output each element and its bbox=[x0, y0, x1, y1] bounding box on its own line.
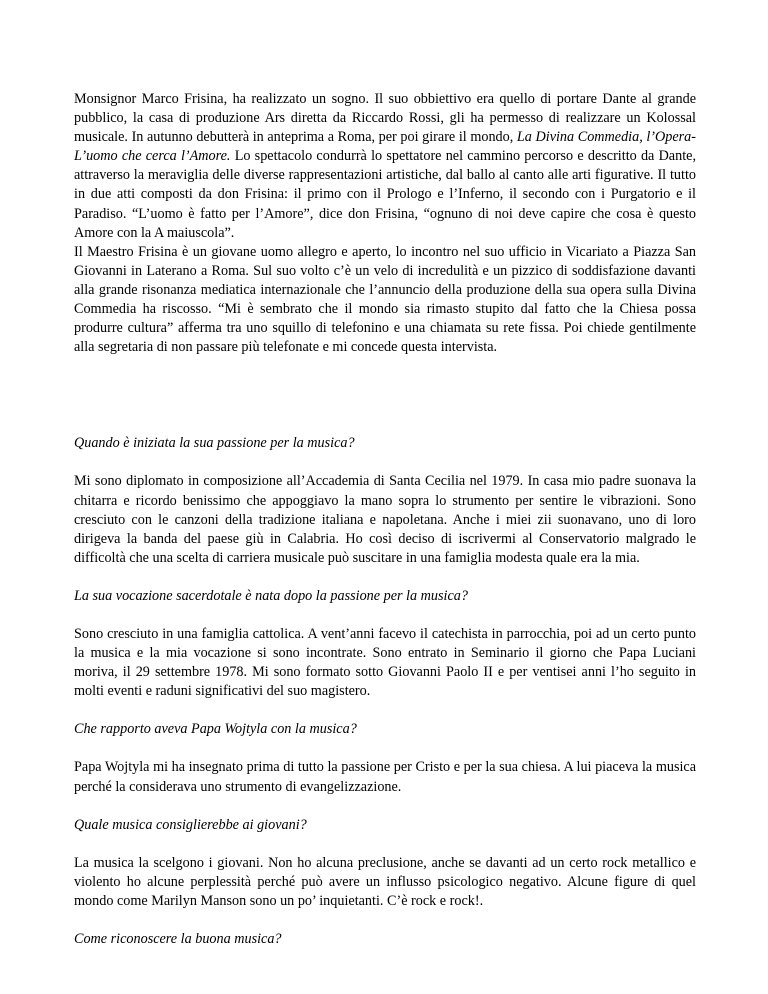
interview-question: Come riconoscere la buona musica? bbox=[74, 931, 282, 947]
interview-answer: Sono cresciuto in una famiglia cattolica. A vent’anni facevo il catechista in parrocchia, poi ad un certo punto la musica e la mia vocazione si sono incontrate. Sono entrato in Seminario il giorno che Papa Luciani moriva, il 29 settembre 1978. Mi sono formato sotto Giovanni Paolo II e per ventisei anni l’ho seguito in molti eventi e raduni significativi del suo magistero. bbox=[74, 625, 696, 700]
intro-paragraph-2: Il Maestro Frisina è un giovane uomo allegro e aperto, lo incontro nel suo ufficio in Vicariato a Piazza San Giovanni in Laterano a Roma. Sul suo volto c’è un velo di incredulità e un pizzico di soddisfazione davanti alla grande risonanza mediatica internazionale che l’annuncio della produzione della sua opera sulla Divina Commedia ha riscosso. “Mi è sembrato che il mondo sia rimasto stupito dal fatto che la Chiesa possa produrre cultura” afferma tra uno squillo di telefonino e una chiamata su rete fissa. Poi chiede gentilmente alla segretaria di non passare più telefonate e mi concede questa intervista. bbox=[74, 243, 696, 356]
section-spacer bbox=[74, 357, 696, 434]
interview-question: Quando è iniziata la sua passione per la musica? bbox=[74, 435, 355, 452]
opera-title: La Divina Commedia, l’Opera- L’uomo che cerca l’Amore. bbox=[74, 129, 697, 165]
interview-question: Quale musica consiglierebbe ai giovani? bbox=[74, 816, 307, 833]
intro-text-after-title: Lo spettacolo condurrà lo spettatore nel cammino percorso e descritto da Dante, attraverso la meraviglia delle diverse rappresentazioni artistiche, dal ballo al canto alle arti figurative. Il tutto in due atti composti da don Frisina: il primo con il Prologo e l’Inferno, il secondo con i Purgatorio e il Paradiso. “L’uomo è fatto per l’Amore”, dice don Frisina, “ognuno di noi deve capire che cosa è questo Amore con la A maiuscola”. bbox=[74, 148, 696, 241]
interview-answer: La musica la scelgono i giovani. Non ho alcuna preclusione, anche se davanti ad un certo rock metallico e violento ho alcune perplessità perché può avere un influsso psicologico negativo. Alcune figure di quel mondo come Marilyn Manson sono un po’ inquietanti. C’è rock e rock!. bbox=[74, 854, 696, 909]
interview-answer: Papa Wojtyla mi ha insegnato prima di tutto la passione per Cristo e per la sua chiesa. A lui piaceva la musica perché la considerava uno strumento di evangelizzazione. bbox=[74, 759, 696, 795]
intro-text-before-title: Monsignor Marco Frisina, ha realizzato un sogno. Il suo obbiettivo era quello di portare Dante al grande pubblico, la casa di produzione Ars diretta da Riccardo Rossi, gli ha permesso di realizzare un Kolossal musicale. In autunno debutterà in anteprima a Roma, per poi girare il mondo, bbox=[74, 91, 696, 146]
intro-paragraph-1 bbox=[74, 90, 696, 243]
interview-question: La sua vocazione sacerdotale è nata dopo la passione per la musica? bbox=[74, 587, 468, 604]
interview-question: Che rapporto aveva Papa Wojtyla con la musica? bbox=[74, 721, 357, 738]
interview-answer: Mi sono diplomato in composizione all’Accademia di Santa Cecilia nel 1979. In casa mio padre suonava la chitarra e ricordo benissimo che appoggiavo la mano sopra lo strumento per sentire le vibrazioni. Sono cresciuto con le canzoni della tradizione italiana e napoletana. Anche i miei zii suonavano, uno di loro dirigeva la banda del paese giù in Calabria. Ho così deciso di iscrivermi al Conservatorio malgrado le difficoltà che una scelta di carriera musicale può suscitare in una famiglia modesta quale era la mia. bbox=[74, 473, 696, 566]
document-page bbox=[74, 90, 696, 949]
